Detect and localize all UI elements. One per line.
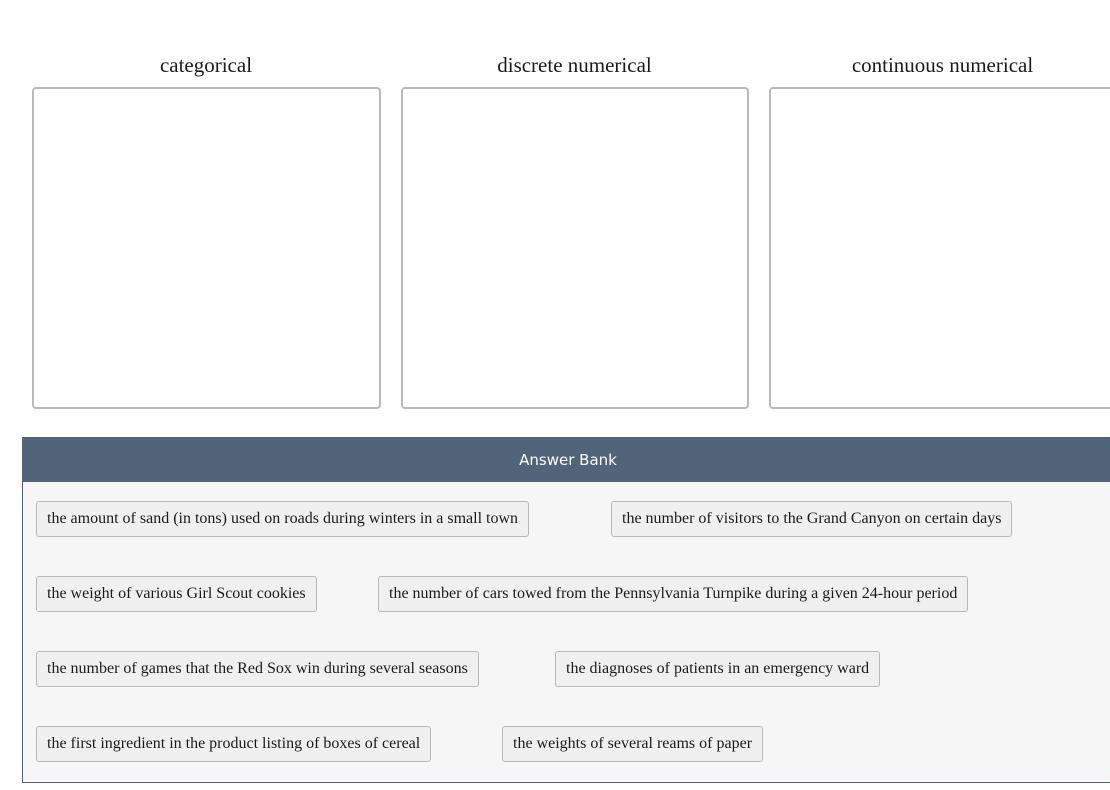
answer-chip-cereal-first-ingredient[interactable]: the first ingredient in the product listing of boxes of cereal xyxy=(36,726,431,762)
bin-title-discrete-numerical: discrete numerical xyxy=(497,53,652,77)
answer-chip-patient-diagnoses[interactable]: the diagnoses of patients in an emergency ward xyxy=(555,651,880,687)
bin-title-continuous-numerical: continuous numerical xyxy=(851,53,1034,77)
bin-title-categorical: categorical xyxy=(159,53,253,77)
answer-chip-paper-ream-weights[interactable]: the weights of several reams of paper xyxy=(502,726,763,762)
answer-chip-sand-amount[interactable]: the amount of sand (in tons) used on roads during winters in a small town xyxy=(36,501,529,537)
answer-chip-cars-towed[interactable]: the number of cars towed from the Pennsylvania Turnpike during a given 24-hour period xyxy=(378,576,968,612)
answer-chip-grand-canyon-visitors[interactable]: the number of visitors to the Grand Canyon on certain days xyxy=(611,501,1012,537)
answer-chip-red-sox-wins[interactable]: the number of games that the Red Sox win during several seasons xyxy=(36,651,479,687)
drop-zone-categorical[interactable] xyxy=(32,87,381,409)
answer-chip-girl-scout-cookie-weight[interactable]: the weight of various Girl Scout cookies xyxy=(36,576,317,612)
answer-bank-header: Answer Bank xyxy=(23,438,1110,482)
drop-zone-continuous-numerical[interactable] xyxy=(769,87,1110,409)
drop-zone-discrete-numerical[interactable] xyxy=(401,87,749,409)
